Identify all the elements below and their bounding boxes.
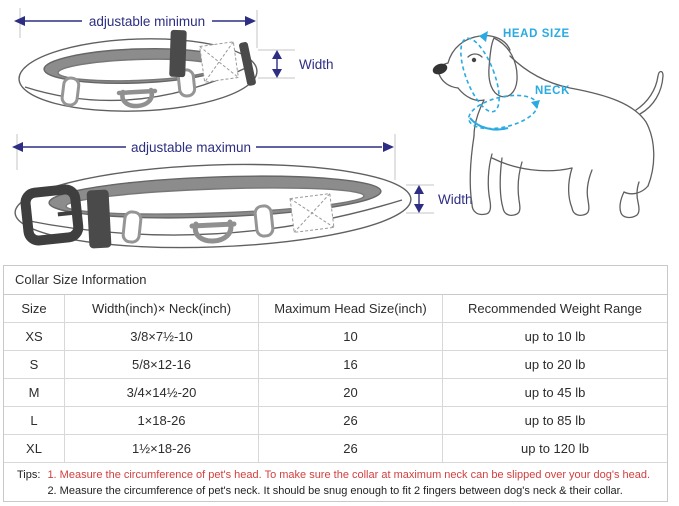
- row-l-head-size: 26: [259, 407, 443, 435]
- collar-max-label: adjustable maximun: [130, 140, 252, 155]
- row-s-size: S: [4, 351, 65, 379]
- dog-measurement-diagram: [418, 0, 679, 235]
- collar-size-table: [3, 265, 668, 463]
- row-xl-weight: up to 120 lb: [443, 435, 667, 463]
- collar-min-width-label: Width: [299, 57, 334, 72]
- row-s-width-neck: 5/8×12-16: [65, 351, 259, 379]
- row-l-size: L: [4, 407, 65, 435]
- column-header-head-size: Maximum Head Size(inch): [259, 295, 443, 323]
- column-header-size: Size: [4, 295, 65, 323]
- slider-loop-icon: [254, 205, 273, 237]
- row-m-weight: up to 45 lb: [443, 379, 667, 407]
- collar-max-diagram: [0, 128, 476, 262]
- stitched-webbing-icon: [200, 42, 239, 82]
- row-xs-head-size: 10: [259, 323, 443, 351]
- collar-min-label: adjustable minimun: [88, 14, 206, 29]
- tip-head-measure: 1. Measure the circumference of pet's head. To make sure the collar at maximum neck can be slipped over your dog's head.: [47, 469, 651, 481]
- row-s-weight: up to 20 lb: [443, 351, 667, 379]
- row-s-head-size: 16: [259, 351, 443, 379]
- row-xs-weight: up to 10 lb: [443, 323, 667, 351]
- row-xs-size: XS: [4, 323, 65, 351]
- collar-max-width-label: Width: [438, 192, 473, 207]
- row-l-width-neck: 1×18-26: [65, 407, 259, 435]
- row-m-size: M: [4, 379, 65, 407]
- slider-loop-icon: [61, 77, 79, 106]
- dog-eye-icon: [472, 58, 476, 62]
- table-grid: [4, 295, 667, 463]
- stitched-webbing-icon: [290, 194, 334, 233]
- dog-outline: [439, 36, 663, 218]
- row-l-weight: up to 85 lb: [443, 407, 667, 435]
- row-xl-size: XL: [4, 435, 65, 463]
- tips-lines: [47, 467, 650, 499]
- column-header-width-neck: Width(inch)× Neck(inch): [65, 295, 259, 323]
- table-title: Collar Size Information: [4, 266, 667, 295]
- buckle-clip-icon: [169, 30, 187, 78]
- min-width-arrow: [272, 50, 282, 78]
- row-m-head-size: 20: [259, 379, 443, 407]
- neck-label: NECK: [535, 85, 570, 97]
- row-xl-head-size: 26: [259, 435, 443, 463]
- column-header-weight-range: Recommended Weight Range: [443, 295, 667, 323]
- slider-loop-icon: [122, 211, 141, 243]
- tips-section: [3, 462, 668, 502]
- collar-min-diagram: [0, 2, 350, 126]
- tips-label: Tips:: [17, 469, 41, 481]
- row-xs-width-neck: 3/8×7½-10: [65, 323, 259, 351]
- head-size-label: HEAD SIZE: [503, 28, 570, 40]
- row-xl-width-neck: 1½×18-26: [65, 435, 259, 463]
- tip-neck-measure: 2. Measure the circumference of pet's neck. It should be snug enough to fit 2 fingers between dog's neck & their collar.: [47, 485, 623, 497]
- row-m-width-neck: 3/4×14½-20: [65, 379, 259, 407]
- buckle-clip-icon: [86, 189, 111, 248]
